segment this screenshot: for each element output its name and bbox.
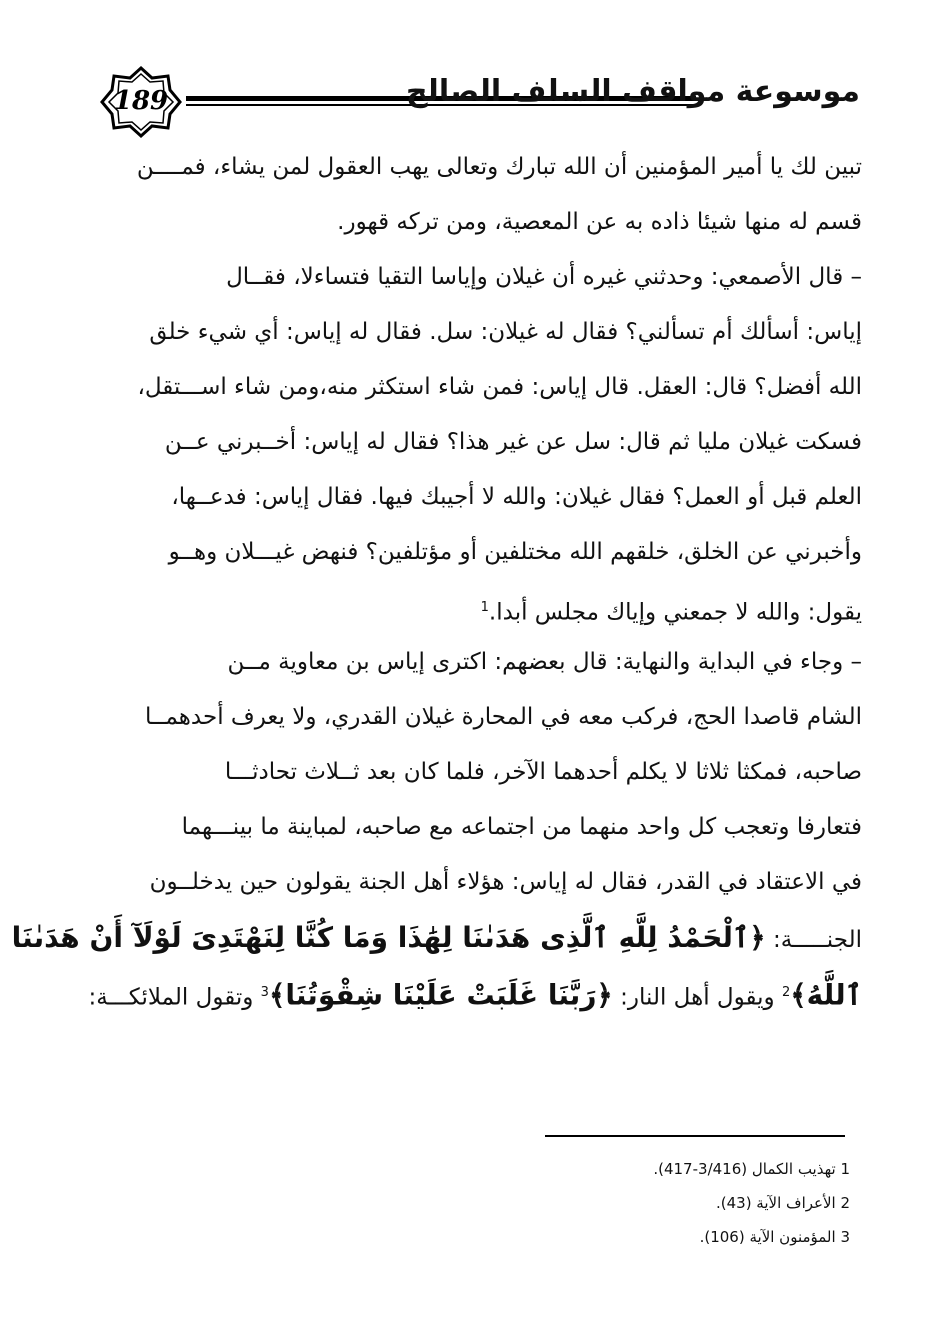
text-line: فتعارفا وتعجب كل واحد منهما من اجتماعه مع صاحبه، لمباينة ما بينـــهما [181,814,862,840]
quran-verse: ﴿رَبَّنَا غَلَبَتْ عَلَيْنَا شِقْوَتُنَا﴾ [268,978,613,1012]
main-text [11,140,862,1020]
text-line: في الاعتقاد في القدر، فقال له إياس: هؤلاء أهل الجنة يقولون حين يدخلــون [149,869,862,895]
text-line: تبين لك يا أمير المؤمنين أن الله تبارك وتعالى يهب العقول لمن يشاء، فمــــن [136,154,862,180]
text-line [88,965,862,1020]
footnotes [500,1152,850,1254]
text-segment: يقول: والله لا جمعني وإياك مجلس أبدا. [488,599,862,626]
quran-verse: ٱللَّهُ﴾ [790,978,862,1012]
footnote-ref: 3 [260,985,269,1000]
text-line: صاحبه، فمكثا ثلاثا لا يكلم أحدهما الآخر، فلما كان بعد ثــلاث تحادثـــا [224,759,862,785]
footnote-separator [545,1135,845,1137]
page-number-badge [100,66,182,138]
page-header [100,66,860,138]
text-segment: الجنـــــة: [773,927,862,953]
text-line: فسكت غيلان مليا ثم قال: سل عن غير هذا؟ فقال له إياس: أخــبرني عــن [164,429,862,455]
footnote-ref: 1 [480,600,489,615]
footnote: 2 الأعراف الآية (43). [715,1194,850,1212]
page-number: 189 [113,86,169,116]
text-line [112,580,862,635]
text-line: العلم قبل أو العمل؟ فقال غيلان: والله لا أجيبك فيها. فقال إياس: فدعــها، [171,484,862,510]
text-line: قسم له منها شيئا ذاده به عن المعصية، ومن تركه قهور. [337,209,862,235]
text-line: إياس: أسألك أم تسألني؟ فقال له غيلان: سل. فقال له إياس: أي شيء خلق [149,319,862,345]
text-line: الله أفضل؟ قال: العقل. قال إياس: فمن شاء استكثر منه،ومن شاء اســـتقل، [137,374,862,400]
footnote-ref: 2 [781,985,791,1000]
quran-verse: ﴿ٱلْحَمْدُ لِلَّهِ ٱلَّذِى هَدَىٰنَا لِهَٰذَا وَمَا كُنَّا لِنَهْتَدِىَ لَوْلَآ أَنْ هَدَىٰنَا [11,921,766,954]
text-segment: ويقول أهل النار: [620,984,775,1011]
footnote: 1 تهذيب الكمال (3/416-417). [653,1160,850,1178]
series-title: موسوعة مواقف السلف الصالح [405,74,860,109]
text-line: – قال الأصمعي: وحدثني غيره أن غيلان وإياسا التقيا فتساءلا، فقــال [226,264,862,290]
text-line: – وجاء في البداية والنهاية: قال بعضهم: اكترى إياس بن معاوية مــن [227,649,862,675]
text-line: الشام قاصدا الحج، فركب معه في المحارة غيلان القدري، ولا يعرف أحدهمــا [145,704,862,730]
text-line [11,910,862,965]
text-segment: وتقول الملائكـــة: [88,984,254,1011]
text-line: وأخبرني عن الخلق، خلقهم الله مختلفين أو مؤتلفين؟ فنهض غيـــلان وهــو [168,539,862,565]
footnote: 3 المؤمنون الآية (106). [699,1228,850,1246]
